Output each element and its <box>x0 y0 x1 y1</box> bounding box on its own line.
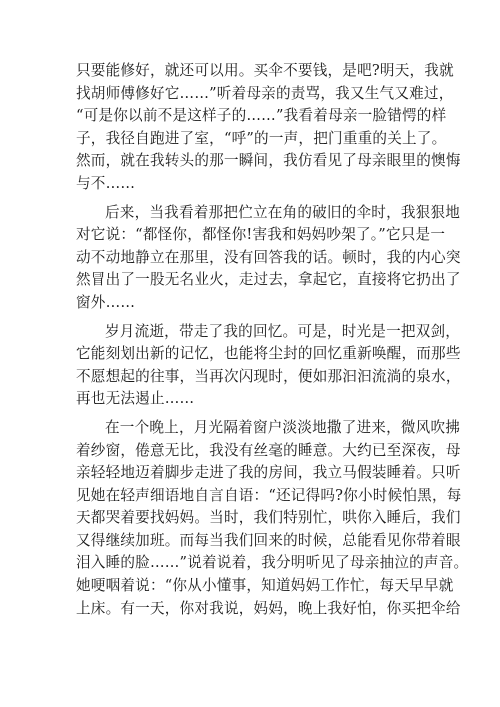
text-line: 上床。有一天，你对我说，妈妈，晚上我好怕，你买把伞给 <box>76 599 461 617</box>
text-line: 不愿想起的往事，当再次闪现时，便如那汩汩流淌的泉水， <box>76 367 461 385</box>
text-line: “可是你以前不是这样子的……”我看着母亲一脸错愕的样 <box>76 107 447 125</box>
text-line: 找胡师傅修好它……”听着母亲的责骂，我又生气又难过， <box>76 84 454 102</box>
text-line: 再也无法遏止…… <box>76 390 195 408</box>
text-line: 着纱窗，倦意无比，我没有丝毫的睡意。大约已至深夜，母 <box>76 441 461 459</box>
text-line: 只要能修好，就还可以用。买伞不要钱，是吧?明天，我就 <box>76 62 454 79</box>
text-line: 又得继续加班。而每当我们回来的时候，总能看见你带着眼 <box>76 531 461 549</box>
text-line: 子，我径自跑进了室，“呼”的一声，把门重重的关上了。 <box>76 129 447 147</box>
text-line: 对它说：“都怪你，都怪你!害我和妈妈吵架了。”它只是一 <box>76 226 446 244</box>
text-line: 她哽咽着说：“你从小懂事，知道妈妈工作忙，每天早早就 <box>76 577 454 595</box>
text-line: 窗外…… <box>76 293 136 311</box>
paragraph-first-line: 后来，当我看着那把伫立在角的破旧的伞时，我狠狠地 <box>105 203 461 221</box>
text-line: 然冒出了一股无名业火，走过去，拿起它，直接将它扔出了 <box>76 271 461 289</box>
paragraph-first-line: 岁月流逝，带走了我的回忆。可是，时光是一把双剑， <box>105 322 461 340</box>
text-line: 亲轻轻地迈着脚步走进了我的房间，我立马假装睡着。只听 <box>76 464 461 482</box>
text-line: 天都哭着要找妈妈。当时，我们特别忙，哄你入睡后，我们 <box>76 509 461 527</box>
text-line: 见她在轻声细语地自言自语：“还记得吗?你小时候怕黑，每 <box>76 486 462 504</box>
body-text <box>76 60 469 620</box>
text-line: 泪入睡的脸……”说着说着，我分明听见了母亲抽泣的声音。 <box>76 554 469 572</box>
text-line: 然而，就在我转头的那一瞬间，我仿看见了母亲眼里的懊悔 <box>76 152 461 170</box>
text-line: 它能刻划出新的记忆，也能将尘封的回忆重新唤醒，而那些 <box>76 345 461 363</box>
text-line: 动不动地静立在那里，没有回答我的话。顿时，我的内心突 <box>76 248 461 266</box>
text-line: 与不…… <box>76 174 136 192</box>
paragraph-first-line: 在一个晚上，月光隔着窗户淡淡地撒了进来，微风吹拂 <box>105 418 461 436</box>
